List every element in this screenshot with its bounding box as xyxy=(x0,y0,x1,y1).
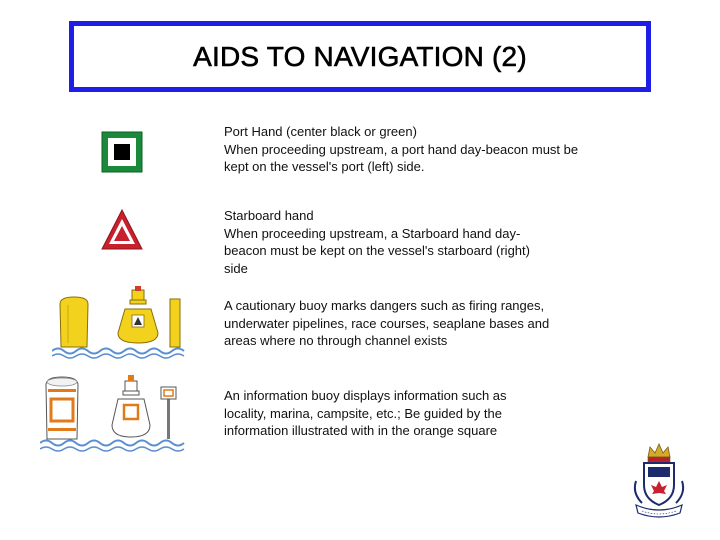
port-hand-daybeacon-icon xyxy=(101,131,143,173)
cautionary-buoy-description xyxy=(224,297,549,350)
text-line: underwater pipelines, race courses, seaplane bases and xyxy=(224,315,550,331)
cautionary-buoy-icon xyxy=(52,285,187,360)
text-line: Port Hand (center black or green) xyxy=(224,124,417,139)
text-line: locality, marina, campsite, etc.; Be guided by the xyxy=(224,405,502,421)
slide-title: AIDS TO NAVIGATION (2) xyxy=(193,40,527,72)
text-line: information illustrated with in the orange square xyxy=(224,423,498,438)
text-line: An information buoy displays information such as xyxy=(224,388,507,403)
text-line: When proceeding upstream, a Starboard hand day- xyxy=(224,225,521,241)
crest-emblem-icon xyxy=(628,441,690,519)
text-line: kept on the vessel's port (left) side. xyxy=(224,159,425,174)
text-line: beacon must be kept on the vessel's starboard (right) xyxy=(224,243,530,258)
text-line: side xyxy=(224,260,248,276)
information-buoy-description xyxy=(224,387,507,440)
title-box xyxy=(69,21,651,92)
information-buoy-icon xyxy=(40,373,185,453)
starboard-hand-description xyxy=(224,207,530,277)
text-line: Starboard hand xyxy=(224,208,314,223)
text-line: A cautionary buoy marks dangers such as firing ranges, xyxy=(224,298,545,313)
text-line: When proceeding upstream, a port hand day-beacon must be xyxy=(224,141,579,157)
port-hand-description xyxy=(224,123,578,176)
text-line: areas where no through channel exists xyxy=(224,333,448,348)
starboard-hand-daybeacon-icon xyxy=(100,208,144,252)
